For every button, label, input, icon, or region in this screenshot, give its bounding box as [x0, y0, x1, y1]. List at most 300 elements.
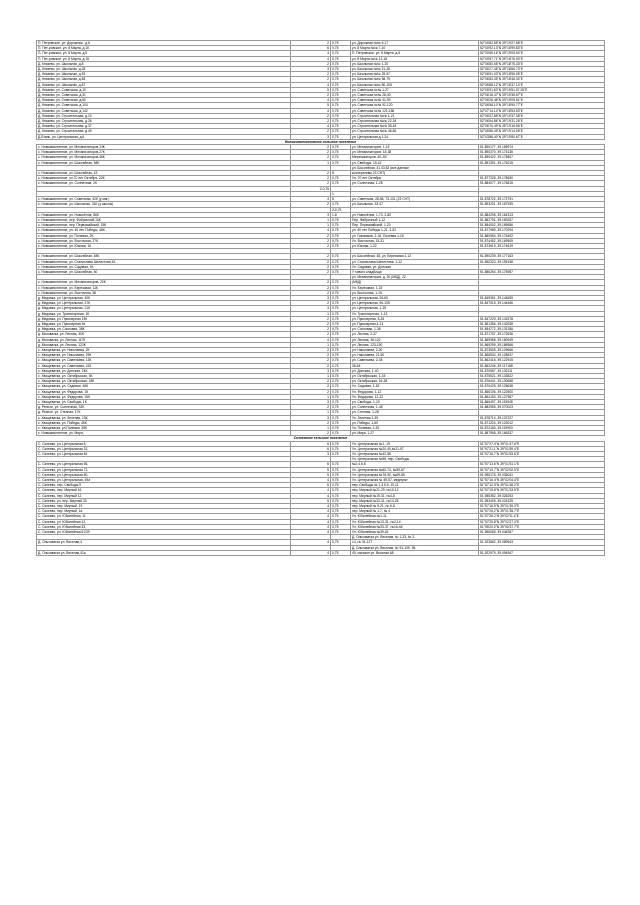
coordinates-cell: 51.873505, 39.129666 [479, 347, 605, 352]
count-cell: 3 [291, 134, 331, 139]
count-cell: 2 [291, 353, 331, 358]
volume-cell: 0,75 [331, 478, 351, 483]
count-cell: 2 [291, 269, 331, 274]
coordinates-cell: 51.890177, 39.169974 [479, 145, 605, 150]
address-cell: С. Склеево, ул. Центральная 80, [37, 472, 291, 477]
count-cell: 6 [291, 462, 331, 467]
coordinates-cell: 51.953409, 39.024325 [479, 498, 605, 503]
volume-cell: 0,75 [331, 46, 351, 51]
volume-cell: 0,75 [331, 77, 351, 82]
count-cell: 2 [291, 176, 331, 181]
coordinates-cell: 51.854772, 39.131356 [479, 327, 605, 332]
coordinates-cell: 51.955352, 39.026253 [479, 493, 605, 498]
count-cell: 4 [291, 514, 331, 519]
coordinates-cell: 52°05'91.63"N 39°19'51.57.26"E [479, 87, 605, 92]
served-area-cell: пер. Мирный №21-29, №10-12 [351, 488, 479, 493]
served-area-cell: 49, магазин ул. Веселая 68 [351, 550, 479, 555]
served-area-cell: Ул. Центральная №42-56 [351, 452, 479, 457]
address-cell: с. Хвощеватка, ул. Савельева, 13К [37, 358, 291, 363]
volume-cell: 0,75 [331, 347, 351, 352]
served-area-cell: Д. Ольховатка ул. Веселая, № 91-109, 35- [351, 545, 479, 550]
coordinates-cell: 51.880554, 39.176492 [479, 233, 605, 238]
count-cell: 3 [291, 415, 331, 420]
address-cell: Д. Ольховатка ул. Веселая,41а [37, 550, 291, 555]
coordinates-cell: 51°57'10.7"N 39°02'02.9"E [479, 467, 605, 472]
volume-cell: 0,75 [331, 228, 351, 233]
address-cell: с. Хвощеватка, ул. Савельева, 41К [37, 363, 291, 368]
volume-cell: 0,75 [331, 150, 351, 155]
volume-cell: 0,75 [331, 498, 351, 503]
address-cell: с. Новоживотинное, ул. Восточная, 5К [37, 290, 291, 295]
volume-cell: 0,75 [331, 301, 351, 306]
volume-cell: 0,75 [331, 103, 351, 108]
volume-cell: 0,75 [331, 129, 351, 134]
count-cell: 4 [291, 524, 331, 529]
served-area-cell: ул. Школьная №№ 1-20 [351, 61, 479, 66]
coordinates-cell: 51.877328, 39.178630 [479, 176, 605, 181]
served-area-cell: ул. Октябрьская, 1-15 [351, 373, 479, 378]
address-cell: с. Новоживотинное, ул. 40 лет Победы, 48К [37, 228, 291, 233]
address-cell: д. Медовка, ул. Приозерная 4К [37, 321, 291, 326]
count-cell: 2 [291, 358, 331, 363]
coordinates-cell: 51.847229, 39.141578 [479, 316, 605, 321]
volume-cell: 0,75 [331, 504, 351, 509]
served-area-cell: ул. Механизаторов, д. 20 (МКД), 22 [351, 275, 479, 280]
coordinates-cell: 52°00'57.71"N 39°18'76.93"E [479, 56, 605, 61]
served-area-cell: Ул. Федорова, 12-22 [351, 394, 479, 399]
address-cell: с. Новоживотинное, ул. Шоссейная, 58К [37, 160, 291, 165]
count-cell: 2 [291, 347, 331, 352]
volume-cell: 0,75 [331, 243, 351, 248]
served-area-cell: Ул. 70 лет Октября [351, 176, 479, 181]
served-area-cell: П. Петровское, ул. 8 Марта, д.5 [351, 51, 479, 56]
served-area-cell: ул. Советская №№ 28-40 [351, 93, 479, 98]
served-area-cell: ул. Лесная, 2-37 [351, 332, 479, 337]
served-area-cell: ул. 8 Марта №№ 12-18 [351, 56, 479, 61]
coordinates-cell: 51°57'21.1"N 39°01'59.4"E [479, 446, 605, 451]
count-cell: 3 [291, 452, 331, 457]
address-cell: с. Хвощеватка, ул. Николаева, 29К [37, 353, 291, 358]
coordinates-cell: 51°57'25.2"N 39°01'35.7"E [479, 509, 605, 514]
served-area-cell: ул. 40 лет Победы 1-21; 2-52 [351, 228, 479, 233]
coordinates-cell: 51.862246, 39.117168 [479, 363, 605, 368]
coordinates-cell: 51°57'16.9"N 39°01'39.3"E [479, 504, 605, 509]
coordinates-cell: 51°57'12.9"N 39°01'46.2"E [479, 483, 605, 488]
served-area-cell: Ул. Центральная №76-90, №69-85 [351, 472, 479, 477]
coordinates-cell: 51°57'16.4"N 39°02'04.4"E [479, 478, 605, 483]
volume-cell: 0,75 [331, 280, 351, 285]
count-cell: 2 [291, 254, 331, 259]
volume-cell: 0,75 [331, 61, 351, 66]
volume-cell: 0,75 [331, 51, 351, 56]
count-cell: 3 [291, 212, 331, 217]
count-cell: 2 [291, 264, 331, 269]
served-area-cell: Ул. Юбилейная №33-37, №16-46 [351, 524, 479, 529]
coordinates-cell: 51.874452, 39.169505 [479, 238, 605, 243]
volume-cell: 0,75 [331, 108, 351, 113]
volume-cell: 0,75 [331, 431, 351, 436]
served-area-cell: ул. Восточная, 1-15 [351, 290, 479, 295]
volume-cell: 0,75 [331, 509, 351, 514]
address-cell: с. Новоживотинное, ул. Шоссейная, 50 [37, 269, 291, 274]
coordinates-cell: 51.870425, 39.125638 [479, 384, 605, 389]
count-cell: 4 [291, 550, 331, 555]
volume-cell: 0,75 [331, 363, 351, 368]
count-cell: 1 [291, 410, 331, 415]
document-page [36, 40, 604, 556]
address-cell: с. Новоживотинное, ул. Механизаторов,13К [37, 145, 291, 150]
count-cell: 2 [291, 405, 331, 410]
count-cell: 2 [291, 113, 331, 118]
address-cell: Д. Князево, ул. Школьная, д.8 [37, 61, 291, 66]
table-body [37, 41, 605, 556]
address-cell: с. Хвощеватка, ул. Садовая, 46К [37, 384, 291, 389]
served-area-cell: Ул. Центральная №56, пер. Свободы [351, 457, 479, 462]
count-cell: 2 [291, 321, 331, 326]
volume-cell: 0,75 [331, 119, 351, 124]
volume-cell: 0,75 [331, 462, 351, 467]
address-cell: с. Новоживотинное, пер. Фабричный,10К [37, 217, 291, 222]
served-area-cell: Ул. Центральная №1- 19 [351, 441, 479, 446]
coordinates-cell: 52°06'27.45"N 39°18'66.73"E [479, 67, 605, 72]
address-cell: д. Медовка, ул. Транспортная, 1К [37, 311, 291, 316]
served-area-cell: ул. Станислава Шелестова, 1-12 [351, 259, 479, 264]
served-area-cell: ул. Школьная №№ 80-105 [351, 82, 479, 87]
served-area-cell: ул. Приозерная, 5-26 [351, 316, 479, 321]
served-area-cell: ул. Солнечная, 1-45 [351, 405, 479, 410]
served-area-cell: ул. Николаева, 2-20 [351, 347, 479, 352]
coordinates-cell: 51.923662, 39.089943 [479, 540, 605, 545]
address-cell: С. Склеево, ул. Центральная 56, [37, 462, 291, 467]
volume-cell: 0,75 [331, 540, 351, 545]
served-area-cell: ул. Советская №№ 1-27 [351, 87, 479, 92]
coordinates-cell: 51.884298, 39.164313 [479, 212, 605, 217]
volume-cell: 0,75 [331, 181, 351, 186]
volume-cell: 0,75 [331, 176, 351, 181]
served-area-cell: ул. Свободы, 15-42 [351, 160, 479, 165]
served-area-cell: пер. Мирный № 9-21, № 6-8 [351, 504, 479, 509]
count-cell: 4 [291, 504, 331, 509]
volume-cell: 0,75 [331, 254, 351, 259]
served-area-cell: ул. Школьная №№ 29-57 [351, 72, 479, 77]
count-cell: 2 [291, 61, 331, 66]
served-area-cell: ул. Газовиков, 2-16, Полевая 1-15 [351, 233, 479, 238]
count-cell: 2 [291, 316, 331, 321]
served-area-cell: Ул. Федорова, 1-12 [351, 389, 479, 394]
volume-cell: 0,75 [331, 524, 351, 529]
coordinates-cell: 51.890239, 39.177163 [479, 254, 605, 259]
count-cell: 1 [291, 223, 331, 228]
served-area-cell: ул. 8 Марта №№ 7-10 [351, 46, 479, 51]
volume-cell: 0,75 [331, 452, 351, 457]
served-area-cell: ул. Николаева, 21-50 [351, 353, 479, 358]
coordinates-cell: 51.922979, 39.094947 [479, 550, 605, 555]
served-area-cell: ул. Центральная, 1-25 [351, 306, 479, 311]
coordinates-cell: 51.890370, 39.174136 [479, 150, 605, 155]
served-area-cell: ул. Строительная №№ 46-56 [351, 129, 479, 134]
volume-cell: 0,75 [331, 259, 351, 264]
coordinates-cell: 51.890422, 39.175807 [479, 155, 605, 160]
coordinates-cell: 51.893201, 39.167939 [479, 202, 605, 207]
address-cell: с. Хвощеватка, ул. Зеленая, 13К [37, 415, 291, 420]
address-cell: с. Хвощеватка, ул. Октябрьская, 18К [37, 379, 291, 384]
address-cell: д. Медовка, ул. Центральная, 21К [37, 306, 291, 311]
served-area-cell: ул. Мира, 1-27 [351, 431, 479, 436]
count-cell: 1 [291, 217, 331, 222]
volume-cell: 0,75 [331, 67, 351, 72]
address-cell: С. Склеево, пер. Свободы,9 [37, 483, 291, 488]
served-area-cell: ул. Степная, 1-28 [351, 410, 479, 415]
served-area-cell: Ул. Юбилейная №39-61 [351, 530, 479, 535]
coordinates-cell: 51.873619, 39.174619 [479, 243, 605, 248]
address-cell: с. Новоживотинное, ул.70 лет Октября, 22К [37, 176, 291, 181]
address-cell: С. Склеево, ул. Центральная, 49а [37, 478, 291, 483]
volume-cell: 8 [331, 171, 351, 176]
address-cell: с. Новоживотинное, ул. Восточная, 27К [37, 238, 291, 243]
address-cell: с. Хвощеватка, ул. Победы, 46К [37, 420, 291, 425]
address-cell: с. Новоживотинное, ул. Станислава Шелестова,1К [37, 259, 291, 264]
count-cell: 1 [291, 373, 331, 378]
served-area-cell: Ул. Восточная, 15-31 [351, 238, 479, 243]
coordinates-cell: 51.869259, 39.186566 [479, 342, 605, 347]
count-cell: 4 [291, 228, 331, 233]
volume-cell: 0,75 [331, 202, 351, 207]
served-area-cell: ул. Советская №№ 91-120 [351, 103, 479, 108]
served-area-cell: Ул. Зеленая 1-39 [351, 415, 479, 420]
coordinates-cell: 52°06'16.47"N 39°19'36.57"E [479, 93, 605, 98]
served-area-cell: ул. Центральная, 50-105 [351, 301, 479, 306]
count-cell: 4 [291, 493, 331, 498]
address-cell: Д. Князево, ул. Школьная, д.58 [37, 77, 291, 82]
served-area-cell: Ул. Транспортная, 1-13 [351, 311, 479, 316]
count-cell: 5 [291, 87, 331, 92]
volume-cell: 0,75 [331, 514, 351, 519]
count-cell: 2 [291, 420, 331, 425]
served-area-cell: Ул. Юбилейная №1-11 [351, 514, 479, 519]
served-area-cell: ул. Приозерная,4-11 [351, 321, 479, 326]
served-area-cell: ул. Советская №№ 121-156 [351, 108, 479, 113]
coordinates-cell: 51.849361, 39.144659 [479, 295, 605, 300]
address-cell: с. Новоживотинное, ул. Березовая, 11К [37, 285, 291, 290]
address-cell: с. Новоживотинное, ул. Садовая, 1К [37, 264, 291, 269]
volume-cell: 0,75 [331, 472, 351, 477]
count-cell: 3 [291, 67, 331, 72]
address-cell: Д. Князево, ул. Советская, д.60 [37, 98, 291, 103]
volume-cell: 0,75 [331, 353, 351, 358]
address-cell: Д. Князево, ул. Строительная, д.10 [37, 113, 291, 118]
volume-cell: 0,75 [331, 113, 351, 118]
address-cell: С. Склеево, ул. Центральная 46 [37, 452, 291, 457]
coordinates-cell: 52°06'58.10"N 39°18'90.77"E [479, 103, 605, 108]
volume-cell: 0,75 [331, 290, 351, 295]
volume-cell: 0,75 [331, 488, 351, 493]
address-cell: Д. Князево, ул. Школьная, д.28 [37, 67, 291, 72]
coordinates-cell: 51.866534, 39.128537 [479, 353, 605, 358]
count-cell: 2 [291, 93, 331, 98]
count-cell: 2 [291, 181, 331, 186]
address-cell: д. Моховатка, ул. Лесная, 30К [37, 332, 291, 337]
served-area-cell: ул. Лесная, 123-190 [351, 342, 479, 347]
served-area-cell: ул. Сосновая, 1-36 [351, 327, 479, 332]
address-cell: С. Склеево, ул. Юбилейная, 11 [37, 514, 291, 519]
volume-cell: 0,75 [331, 332, 351, 337]
coordinates-cell: 51.870557, 39.132111 [479, 368, 605, 373]
count-cell: 2 [291, 431, 331, 436]
address-cell: С. Склеево, ул. пер. Мирный 30 [37, 498, 291, 503]
volume-cell: 0,75 [331, 72, 351, 77]
address-cell: Д. Князево, ул. Советская, д.104 [37, 103, 291, 108]
address-cell: д. Медовка, ул. Приозерная 19К [37, 316, 291, 321]
count-cell: 2 [291, 155, 331, 160]
count-cell: 2 [291, 171, 331, 176]
coordinates-cell: 51.875521, 39.133822 [479, 373, 605, 378]
count-cell: 4 [291, 197, 331, 202]
coordinates-cell: 52°06'83.35"N 39°18'48.34"E [479, 77, 605, 82]
count-cell: 3-0,75 [291, 186, 331, 191]
address-cell: д. Моховатка, ул. Лесная, 117К [37, 337, 291, 342]
count-cell: 2 [291, 150, 331, 155]
served-area-cell: ул. Новосёлов, 1-73, 2-80 [351, 212, 479, 217]
coordinates-cell: 52°06'54.86"N 39°19'31.26"E [479, 119, 605, 124]
served-area-cell: кооперативы 23 СНТ) [351, 171, 479, 176]
count-cell: 4 [291, 530, 331, 535]
served-area-cell: ул. Южная, 1-22 [351, 243, 479, 248]
served-area-cell: ул. Солнечная, 1-28 [351, 181, 479, 186]
count-cell: 3 [291, 368, 331, 373]
volume-cell: 0,75 [331, 223, 351, 228]
count-cell: 5 [291, 472, 331, 477]
coordinates-cell: 52°00'92.13"N 39°18'99.83"E [479, 46, 605, 51]
served-area-cell: ул. Донская, 1-40 [351, 368, 479, 373]
count-cell: 5 [291, 467, 331, 472]
address-cell: С. Склеево, ул. Центральная 72, [37, 467, 291, 472]
section-title: Новоживотинновское сельское поселение [37, 139, 605, 144]
address-cell: д. Репное, ул. Степная, 17К [37, 410, 291, 415]
coordinates-cell: 51.864153, 39.127987 [479, 394, 605, 399]
coordinates-cell: 52°06'86.45"N 39°19'14.06"E [479, 129, 605, 134]
volume-cell: 0,75 [331, 285, 351, 290]
coordinates-cell: 51.956065, 39.046357 [479, 530, 605, 535]
coordinates-cell: 51.866497, 39.119545 [479, 400, 605, 405]
served-area-cell: ул. Строительная №№ 35-45 [351, 124, 479, 129]
served-area-cell: ул. Школьная №№ 58-79 [351, 77, 479, 82]
coordinates-cell: 51.876441, 39.130658 [479, 379, 605, 384]
volume-cell: 0,75 [331, 373, 351, 378]
served-area-cell: 36-64 [351, 363, 479, 368]
count-cell: 4 [291, 56, 331, 61]
volume-cell: 0,75 [331, 87, 351, 92]
coordinates-cell: 51.866106, 39.122500 [479, 389, 605, 394]
coordinates-cell: 51°57'15.6"N 39°01'33.9"E [479, 488, 605, 493]
served-area-cell: №2,4,6,8 [351, 462, 479, 467]
served-area-cell: ул. Шоссейная, 48, ул. Березовая 1-12 [351, 254, 479, 259]
coordinates-cell: 51.884077, 39.176815 [479, 181, 605, 186]
volume-cell: 0,75 [331, 269, 351, 274]
volume-cell: 0,75 [331, 519, 351, 524]
volume-cell: 0,75 [331, 379, 351, 384]
volume-cell: 0,75 [331, 316, 351, 321]
address-cell: Д. Князево, ул. Строительная, д.26 [37, 119, 291, 124]
volume-cell: 0,75 [331, 400, 351, 405]
count-cell: 2 [291, 384, 331, 389]
address-cell: с. Хвощеватка, ул. Октябрьская, 3К [37, 373, 291, 378]
coordinates-cell: 51.882555, 39.070023 [479, 405, 605, 410]
volume-cell: 0,75 [331, 405, 351, 410]
address-cell: д. Репное, ул. Солнечная, 32К [37, 405, 291, 410]
served-area-cell: ул. Октябрьская, 16-38 [351, 379, 479, 384]
volume-cell: 0,75 [331, 446, 351, 451]
volume-cell: 0,75 [331, 306, 351, 311]
served-area-cell: Пер. Первомайский, 1-20 [351, 223, 479, 228]
address-cell: д. Моховатка, ул. Лесная, 123К [37, 342, 291, 347]
coordinates-cell: 51.847015, 39.144466 [479, 301, 605, 306]
coordinates-cell: 52°00'82.55"N 39°19'27.58"E [479, 41, 605, 46]
volume-cell: 0,75 [331, 124, 351, 129]
coordinates-cell: 52°06'51.03"N 39°18'55.05"E [479, 72, 605, 77]
address-cell: Д. Князево, ул. Строительная, д.37 [37, 124, 291, 129]
served-area-cell: пер. Свободы № 1,3,5,9, 10,11 [351, 483, 479, 488]
served-area-cell: Пер. Фабричный 1-12 [351, 217, 479, 222]
coordinates-cell: 52°00'69.16"N 39°19'05.94"E [479, 51, 605, 56]
address-cell: с. Новоживотинное, ул. Шоссейная, 43 [37, 171, 291, 176]
served-area-cell: ул. Победы, 1-60 [351, 420, 479, 425]
count-cell: 3 [291, 306, 331, 311]
address-cell: С. Склеево, ул. Центральная 8, [37, 441, 291, 446]
count-cell: 1 [291, 160, 331, 165]
count-cell: 2 [291, 233, 331, 238]
coordinates-cell: 51.878714, 39.137227 [479, 415, 605, 420]
served-area-cell: (МКД) [351, 280, 479, 285]
coordinates-cell: 51.871757, 39.172636 [479, 332, 605, 337]
count-cell: 5 [291, 103, 331, 108]
count-cell: 5 [291, 498, 331, 503]
address-cell: Д. Князево, ул. Советская, д.10 [37, 87, 291, 92]
count-cell: 4 [291, 108, 331, 113]
address-cell: с. Новоживотинное, ул. Мира, [37, 431, 291, 436]
volume-cell: 0,75 [331, 530, 351, 535]
count-cell: 4 [291, 98, 331, 103]
served-area-cell: Ул. Березовая, 1-15 [351, 285, 479, 290]
served-area-cell: пер. Мирный №19-31, №4-8 [351, 493, 479, 498]
count-cell: 2 [291, 379, 331, 384]
address-cell: С. Склеево, ул. Юбилейная 61/39 [37, 530, 291, 535]
volume-cell: 0,75 [331, 394, 351, 399]
coordinates-cell: 51.882791, 39.169257 [479, 217, 605, 222]
served-area-cell: Ул. Центральная № 49-57, медпункт [351, 478, 479, 483]
served-area-cell: ул. Советская, 28-56, 73-131 (23 СНТ) [351, 197, 479, 202]
address-cell: Д. Князево, ул. Советская, д.142 [37, 108, 291, 113]
served-area-cell: ул. Савельева, 2-35 [351, 358, 479, 363]
address-cell: д. Медовка, ул. Центральная, 40К [37, 295, 291, 300]
served-area-cell: ул. Шоссейная, 41,43,52 (все данные [351, 165, 479, 170]
count-cell: 6 [291, 46, 331, 51]
volume-cell: 0,75 [331, 145, 351, 150]
container-sites-table [36, 40, 605, 556]
volume-cell: 0,75 [331, 311, 351, 316]
served-area-cell: Ул. Центральная №60-74, №59-67 [351, 467, 479, 472]
served-area-cell: ул. Механизаторов, 16-38 [351, 150, 479, 155]
count-cell: 2 [291, 327, 331, 332]
address-cell: С. Склеево, пер. Мирный 16 [37, 488, 291, 493]
coordinates-cell: 51.886264, 39.175987 [479, 269, 605, 274]
address-cell: с. Хвощеватка, ул. Федорова, 1К [37, 389, 291, 394]
count-cell: 4 [291, 509, 331, 514]
coordinates-cell: 51.872160, 39.119903 [479, 426, 605, 431]
address-cell: с. Новоживотинное, ул. Механизаторов,27К [37, 150, 291, 155]
address-cell: с. Новоживотинное, ул. Советская, 42К (у маг.) [37, 197, 291, 202]
address-cell: с. Новоживотинное, ул. Солнечная, 2К [37, 181, 291, 186]
served-area-cell: ул. Лесная, 38-122 [351, 337, 479, 342]
